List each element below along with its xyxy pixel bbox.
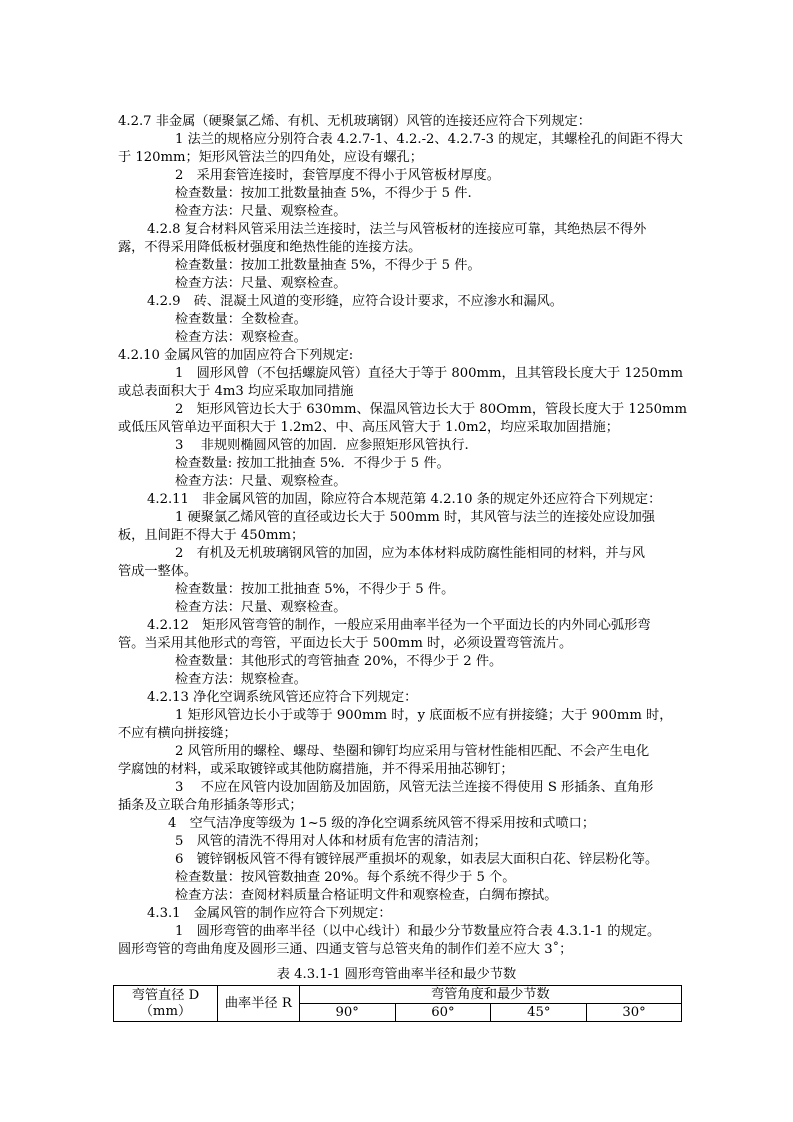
- check-method: 检查方法：尺量、观察检查。: [175, 204, 347, 219]
- header-diameter: 弯管直径 D（mm）: [114, 986, 218, 1022]
- clause-4-2-11-heading: 4.2.11 非金属风管的加固，除应符合本规范第 4.2.10 条的规定外还应符合下列规定：: [147, 492, 662, 507]
- text-line: 圆形弯管的弯曲角度及圆形三通、四通支管与总管夹角的制作们差不应大 3˚；: [118, 942, 573, 957]
- clause-4-2-13-heading: 4.2.13 净化空调系统风管还应符合下列规定：: [147, 690, 418, 705]
- angle-45: 45°: [491, 1004, 587, 1022]
- clause-4-3-1-heading: 4.3.1 金属风管的制作应符合下列规定：: [147, 906, 392, 921]
- text-line: 1 法兰的规格应分别符合表 4.2.7-1、4.2.-2、4.2.7-3 的规定，其螺栓孔的间距不得大: [175, 132, 683, 147]
- clause-4-2-10-heading: 4.2.10 金属风管的加固应符合下列规定:: [118, 348, 354, 363]
- text-line: 6 镀锌钢板风管不得有镀锌展严重损坏的观象，如表层大面积白花、锌层粉化等。: [175, 852, 659, 867]
- text-line: 或总表面积大于 4m3 均应采取加同措施: [118, 384, 354, 399]
- check-quantity: 检查数量：其他形式的弯管抽查 20%，不得少于 2 件。: [175, 654, 503, 669]
- text-line: 5 风管的清洗不得用对人体和材质有危害的清洁剂；: [175, 834, 487, 849]
- table-header-row: [114, 986, 682, 1004]
- check-method: 检查方法：尺量、观察检查。: [175, 474, 347, 489]
- check-quantity: 检查数量: 按加工批抽查 5%．不得少于 5 件。: [175, 456, 450, 471]
- header-angle-group: 弯管角度和最少节数: [299, 986, 681, 1004]
- check-method: 检查方法：查阅材料质量合格证明文件和观察检查，白绸布擦拭。: [175, 888, 558, 903]
- clause-4-2-12-heading: 4.2.12 矩形风管弯管的制作，一般应采用曲率半径为一个平面边长的内外同心弧形弯: [147, 618, 651, 633]
- text-line: 1 矩形风管边长小于或等于 900mm 时，y 底面板不应有拼接缝；大于 900mm 时，: [175, 708, 673, 723]
- angle-90: 90°: [299, 1004, 395, 1022]
- text-line: 1 圆形弯管的曲率半径（以中心线计）和最少分节数量应符合表 4.3.1-1 的规定。: [175, 924, 661, 939]
- text-line: 2 矩形风管边长大于 630mm、保温风管边长大于 80Omm，管段长度大于 1250mm: [175, 402, 688, 417]
- text-line: 管成一整体。: [118, 564, 198, 579]
- text-line: 2 风管所用的螺栓、螺母、垫圈和铆钉均应采用与管材性能相匹配、不会产生电化: [175, 744, 650, 759]
- text-line: 或低压风管单边平面积大于 1.2m2、中、高压风管大于 1.0m2，均应采取加固措施；: [118, 420, 619, 435]
- text-line: 插条及立联合角形插条等形式；: [118, 798, 303, 813]
- text-line: 于 120mm；矩形风管法兰的四角处，应设有螺孔；: [118, 150, 423, 165]
- text-line: 3 非规则椭圆风管的加固．应参照矩形风管执行.: [175, 438, 469, 453]
- clause-4-2-8-heading: 4.2.8 复合材料风管采用法兰连接时，法兰与风管板材的连接应可靠，其绝热层不得外: [147, 222, 647, 237]
- text-line: 露，不得采用降低板材强度和绝热性能的连接方法。: [118, 240, 422, 255]
- check-method: 检查方法：观察检查。: [175, 330, 307, 345]
- check-quantity: 检查数量：按加工批数量抽查 5%，不得少于 5 件。: [175, 258, 481, 273]
- check-quantity: 检查数量：按加工批数量抽查 5%，不得少于 5 件.: [175, 186, 472, 201]
- text-line: 学腐蚀的材料，或采取镀锌或其他防腐措施，并不得采用抽芯铆钉；: [118, 762, 514, 777]
- bend-radius-table: [113, 985, 682, 1022]
- text-line: 4 空气洁净度等级为 1~5 级的净化空调系统风管不得采用按和式喷口；: [168, 816, 596, 831]
- text-line: 2 有机及无机玻璃钢风管的加固，应为本体材料成防腐性能相同的材料，并与风: [175, 546, 645, 561]
- check-method: 检查方法：尺量、观察检查。: [175, 276, 347, 291]
- text-line: 2 采用套管连接时，套管厚度不得小于风管板材厚度。: [175, 168, 500, 183]
- text-line: 板，且间距不得大于 450mm；: [118, 528, 305, 543]
- text-line: 1 圆形风曾（不包括螺旋风管）直径大于等于 800mm，且其管段长度大于 1250mm: [175, 366, 683, 381]
- text-line: 管。当采用其他形式的弯管，平面边长大于 500mm 时，必须设置弯管流片。: [118, 636, 573, 651]
- clause-4-2-7-heading: 4.2.7 非金属（硬聚氯乙烯、有机、无机玻璃钢）风管的连接还应符合下列规定：: [118, 114, 591, 129]
- angle-30: 30°: [587, 1004, 682, 1022]
- check-quantity: 检查数量：按加工批抽查 5%，不得少于 5 件。: [175, 582, 455, 597]
- text-line: 不应有横向拼接缝；: [118, 726, 237, 741]
- table-caption: 表 4.3.1-1 圆形弯管曲率半径和最少节数: [276, 967, 517, 982]
- check-quantity: 检查数量：全数检查。: [175, 312, 307, 327]
- text-line: 3 不应在风管内设加固筋及加固筋，风管无法兰连接不得使用 S 形插条、直角形: [175, 780, 654, 795]
- text-line: 1 硬聚氯乙烯风管的直径或边长大于 500mm 时，其风管与法兰的连接处应设加强: [175, 510, 655, 525]
- check-method: 检查方法：尺量、观察检查。: [175, 600, 347, 615]
- header-radius: 曲率半径 R: [217, 986, 299, 1022]
- angle-60: 60°: [395, 1004, 491, 1022]
- clause-4-2-9-heading: 4.2.9 砖、混凝土风道的变形缝，应符合设计要求，不应渗水和漏风。: [147, 294, 563, 309]
- check-method: 检查方法：规察检查。: [175, 672, 307, 687]
- check-quantity: 检查数量：按风管数抽查 20%。每个系统不得少于 5 个。: [175, 870, 516, 885]
